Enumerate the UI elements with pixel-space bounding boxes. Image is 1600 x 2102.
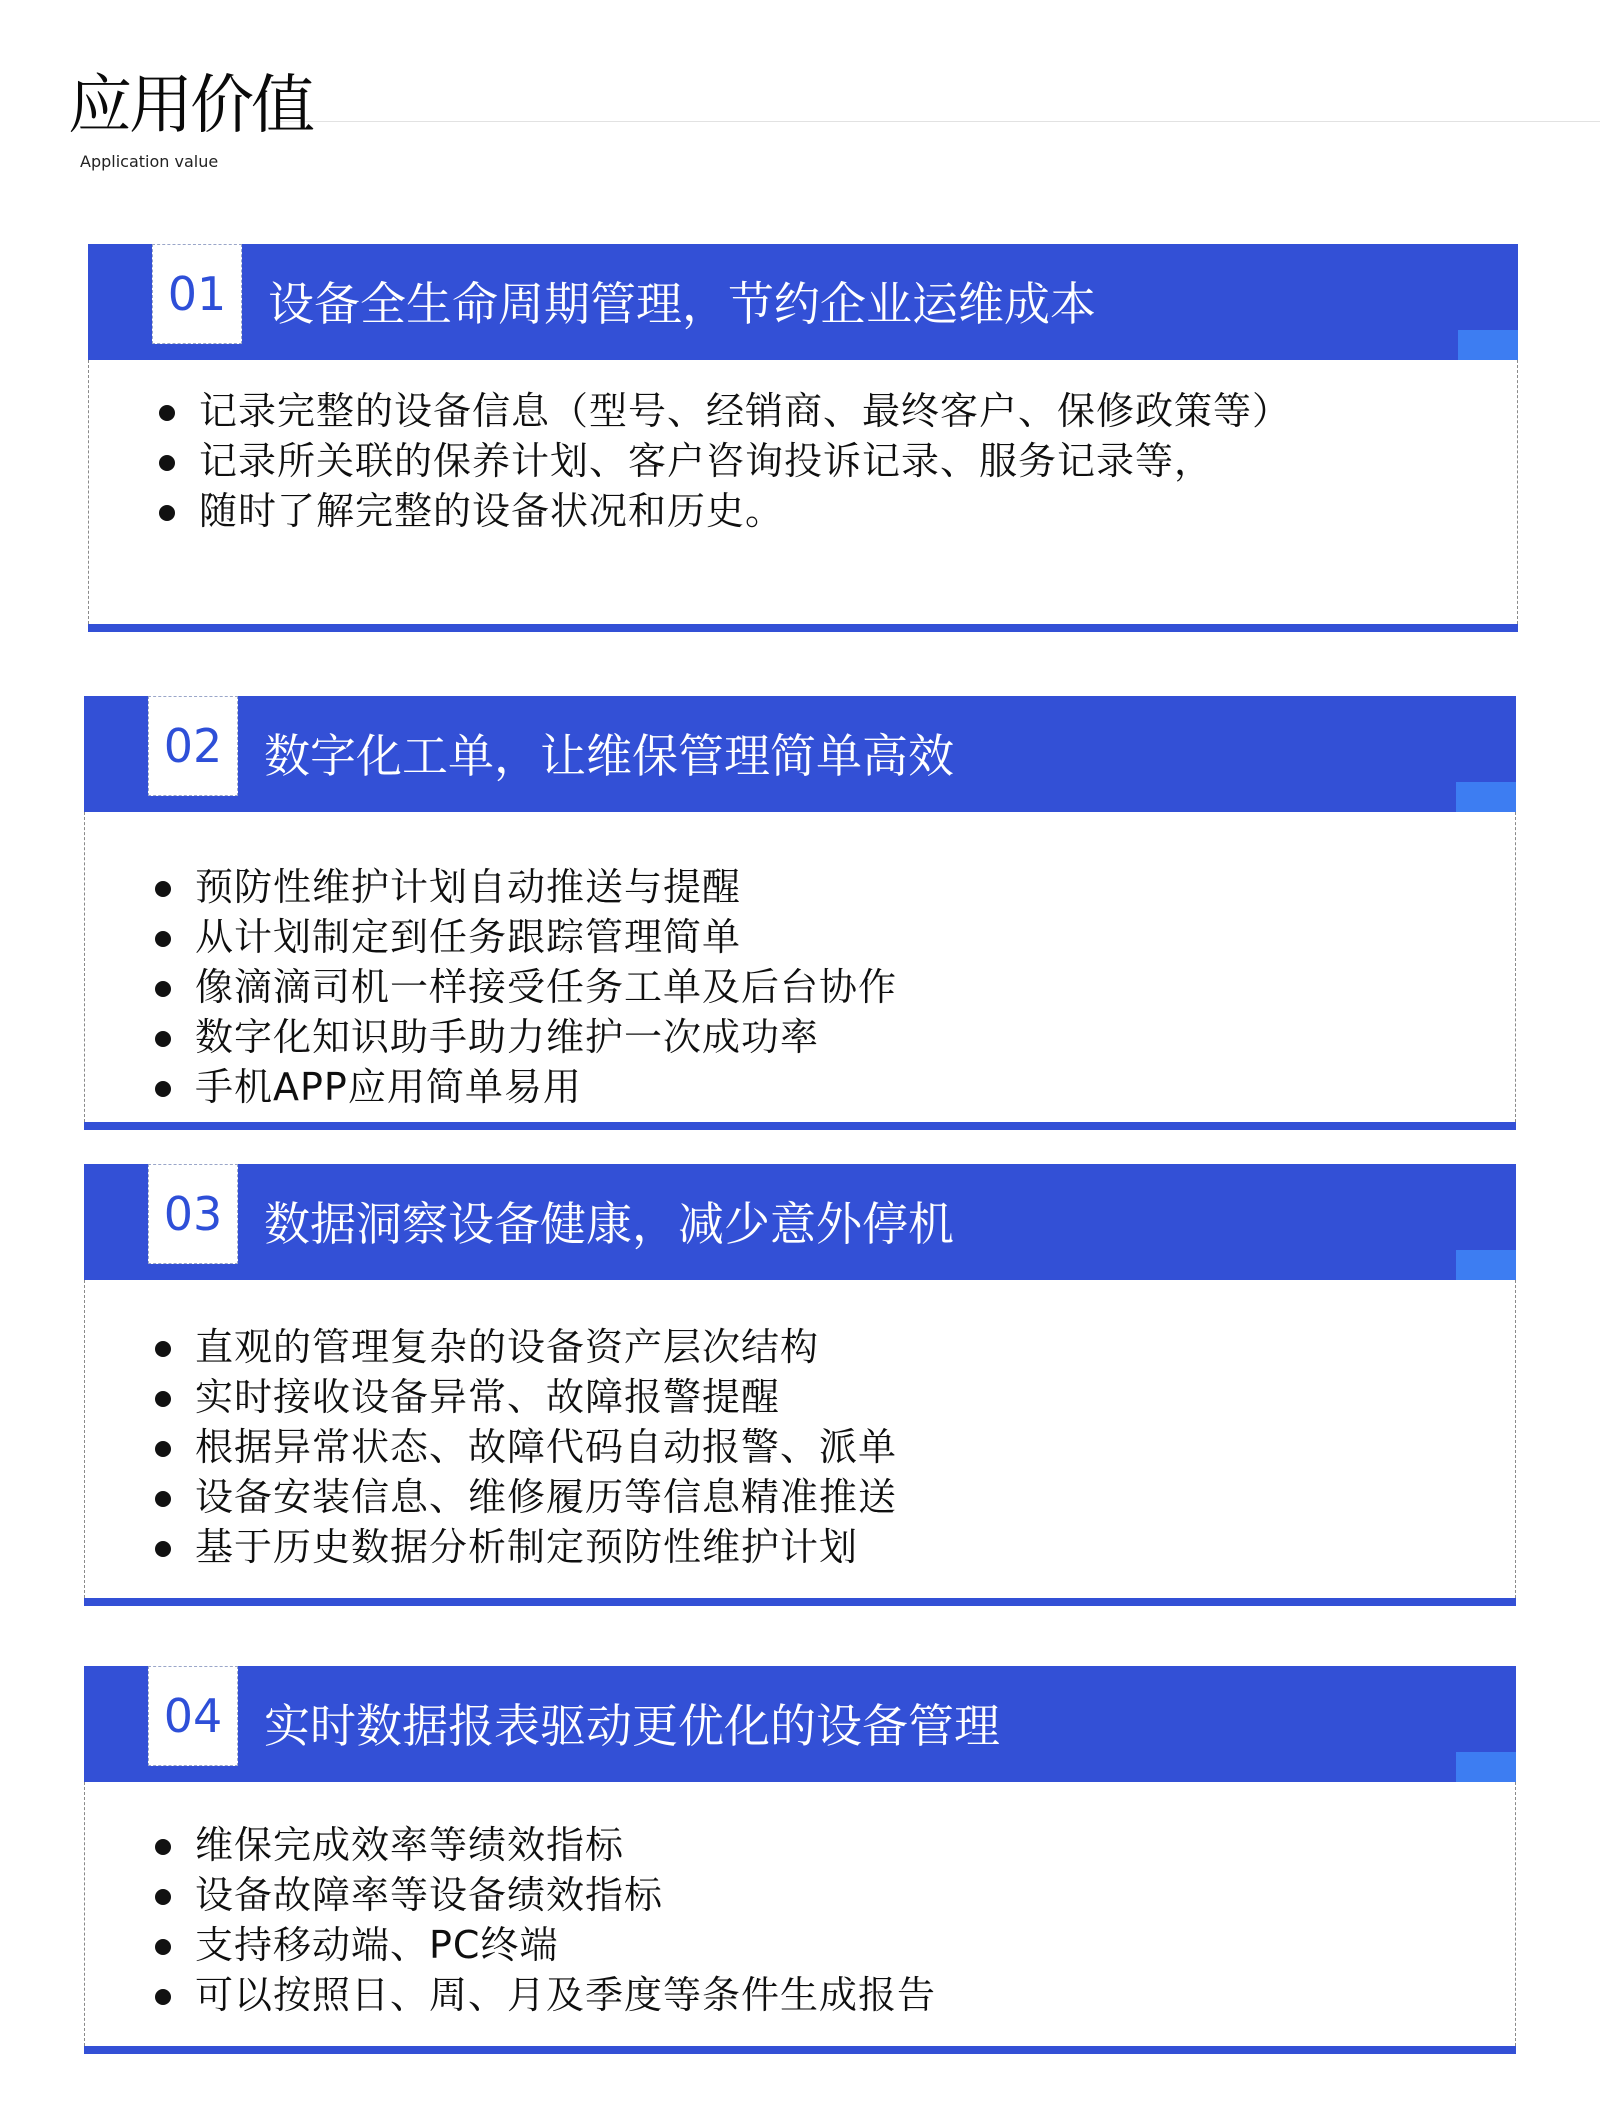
- list-item-text: 实时接收设备异常、故障报警提醒: [195, 1375, 781, 1419]
- bullet-icon: [155, 1889, 171, 1905]
- card-number: 02: [148, 696, 238, 796]
- list-item: [155, 962, 897, 1012]
- list-item-text: 支持移动端、PC终端: [195, 1923, 559, 1967]
- bullet-icon: [155, 931, 171, 947]
- bullet-icon: [159, 405, 175, 421]
- card-footer-bar: [84, 1598, 1516, 1606]
- bullet-icon: [155, 1541, 171, 1557]
- card-title: 数字化工单，让维保管理简单高效: [264, 729, 954, 783]
- card-title: 实时数据报表驱动更优化的设备管理: [264, 1699, 1000, 1753]
- list-item: [155, 1820, 936, 1870]
- bullet-icon: [155, 1341, 171, 1357]
- card-body: [84, 1280, 1516, 1598]
- list-item: [155, 1372, 897, 1422]
- list-item: [155, 862, 897, 912]
- list-item-text: 数字化知识助手助力维护一次成功率: [195, 1015, 820, 1059]
- list-item: [155, 1920, 936, 1970]
- list-item: [159, 386, 1291, 436]
- bullet-icon: [155, 1391, 171, 1407]
- list-item: [155, 1522, 897, 1572]
- list-item: [159, 486, 1291, 536]
- page-subtitle: Application value: [80, 152, 219, 171]
- header-accent-block: [1456, 1752, 1516, 1782]
- list-item-text: 从计划制定到任务跟踪管理简单: [195, 915, 742, 959]
- bullet-list: [155, 862, 897, 1112]
- bullet-list: [159, 386, 1291, 536]
- header-accent-block: [1458, 330, 1518, 360]
- card-body: [84, 812, 1516, 1122]
- bullet-icon: [159, 505, 175, 521]
- bullet-list: [155, 1322, 897, 1572]
- list-item: [155, 1322, 897, 1372]
- list-item-text: 记录所关联的保养计划、客户咨询投诉记录、服务记录等，: [199, 439, 1214, 483]
- value-card-01: [88, 244, 1518, 632]
- list-item-text: 像滴滴司机一样接受任务工单及后台协作: [195, 965, 898, 1009]
- card-footer-bar: [84, 2046, 1516, 2054]
- list-item: [155, 1062, 897, 1112]
- header-accent-block: [1456, 1250, 1516, 1280]
- bullet-icon: [155, 1031, 171, 1047]
- bullet-icon: [159, 455, 175, 471]
- card-body: [84, 1782, 1516, 2046]
- card-body: [88, 360, 1518, 624]
- card-footer-bar: [84, 1122, 1516, 1130]
- card-title: 数据洞察设备健康，减少意外停机: [264, 1197, 954, 1251]
- card-number: 01: [152, 244, 242, 344]
- list-item-text: 维保完成效率等绩效指标: [195, 1823, 625, 1867]
- card-number: 03: [148, 1164, 238, 1264]
- bullet-icon: [155, 1939, 171, 1955]
- value-card-02: [84, 696, 1516, 1130]
- list-item-text: 直观的管理复杂的设备资产层次结构: [195, 1325, 820, 1369]
- card-number: 04: [148, 1666, 238, 1766]
- bullet-icon: [155, 881, 171, 897]
- bullet-icon: [155, 1491, 171, 1507]
- list-item-text: 随时了解完整的设备状况和历史。: [199, 489, 785, 533]
- value-card-04: [84, 1666, 1516, 2054]
- list-item-text: 设备故障率等设备绩效指标: [195, 1873, 664, 1917]
- list-item-text: 记录完整的设备信息（型号、经销商、最终客户、保修政策等）: [199, 389, 1292, 433]
- bullet-icon: [155, 1989, 171, 2005]
- page-title: 应用价值: [68, 69, 312, 143]
- value-card-03: [84, 1164, 1516, 1606]
- bullet-icon: [155, 1081, 171, 1097]
- list-item: [155, 1970, 936, 2020]
- list-item: [159, 436, 1291, 486]
- list-item: [155, 1012, 897, 1062]
- list-item: [155, 1422, 897, 1472]
- list-item-text: 可以按照日、周、月及季度等条件生成报告: [195, 1973, 937, 2017]
- list-item-text: 基于历史数据分析制定预防性维护计划: [195, 1525, 859, 1569]
- bullet-icon: [155, 981, 171, 997]
- card-title: 设备全生命周期管理，节约企业运维成本: [268, 277, 1096, 331]
- list-item: [155, 912, 897, 962]
- bullet-list: [155, 1820, 936, 2020]
- list-item-text: 预防性维护计划自动推送与提醒: [195, 865, 742, 909]
- list-item-text: 手机APP应用简单易用: [195, 1065, 582, 1109]
- list-item: [155, 1472, 897, 1522]
- header-divider: [280, 121, 1600, 122]
- list-item: [155, 1870, 936, 1920]
- header-accent-block: [1456, 782, 1516, 812]
- bullet-icon: [155, 1441, 171, 1457]
- list-item-text: 根据异常状态、故障代码自动报警、派单: [195, 1425, 898, 1469]
- bullet-icon: [155, 1839, 171, 1855]
- list-item-text: 设备安装信息、维修履历等信息精准推送: [195, 1475, 898, 1519]
- card-footer-bar: [88, 624, 1518, 632]
